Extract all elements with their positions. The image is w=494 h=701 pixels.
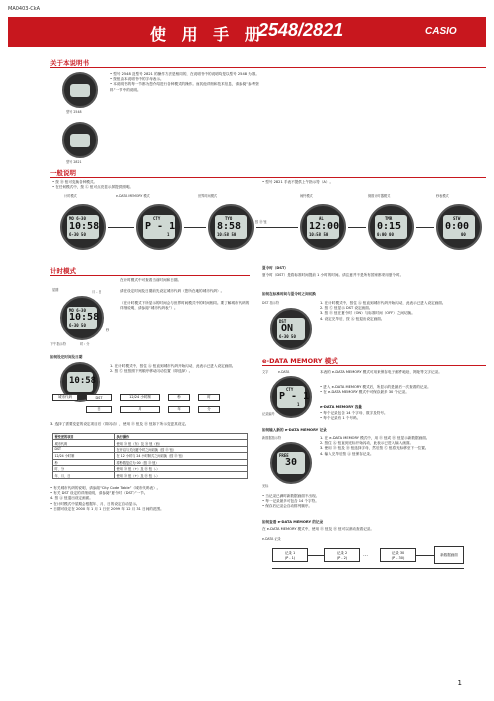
mode-label: 秒表模式 bbox=[436, 194, 449, 198]
general-note: • 型号 2821 手表不提供上午指示符（A）。 bbox=[262, 180, 334, 184]
view-records-text: 在 e-DATA MEMORY 模式中，使用 Ⓓ 钮及 Ⓑ 钮可以滚动查看记录。 bbox=[262, 527, 374, 531]
seq-seconds: 秒 bbox=[168, 394, 190, 401]
edata-bullet: • 进入 e-DATA MEMORY 模式后，所显示的是最后一次查看的记录。 bbox=[320, 385, 431, 389]
display-main: 0:00 bbox=[445, 221, 470, 232]
display-main: 10:58 bbox=[69, 312, 100, 323]
mode-diagram bbox=[50, 194, 486, 256]
seq-year: 年 bbox=[168, 406, 190, 413]
display-top: TMR bbox=[385, 216, 393, 221]
setting-sequence bbox=[52, 394, 252, 416]
callout-record-number: 记录编号 bbox=[262, 412, 275, 416]
table-header: 执行操作 bbox=[115, 434, 248, 440]
callout-seconds: 秒 bbox=[106, 328, 110, 332]
press-b-label: 按 Ⓑ 钮 bbox=[255, 220, 267, 224]
table-row bbox=[53, 472, 248, 478]
note: • 日期可设定在 2000 年 1 月 1 日至 2099 年 12 月 31 日间的范围。 bbox=[50, 506, 164, 511]
flow-label: e-DATA 记录 bbox=[262, 537, 281, 541]
display-top: CTY bbox=[153, 216, 161, 221]
mode-display-worldtime bbox=[208, 204, 254, 250]
display-main: 8:58 bbox=[217, 221, 242, 232]
manual-title: 使 用 手 册 bbox=[150, 25, 266, 44]
flow-record-1: 记录 1 (P - 1) bbox=[272, 548, 308, 562]
general-heading: 一般说明 bbox=[50, 169, 76, 177]
step-3: 3. 选择了需要变更的设定项目后（即闪动），使用 Ⓓ 钮及 Ⓑ 钮如下所示变更其设定。 bbox=[50, 422, 189, 426]
capacity-list bbox=[320, 411, 482, 421]
flow-record-2: 记录 2 (P - 2) bbox=[324, 548, 360, 562]
display-sub: 00 bbox=[461, 232, 466, 237]
display-top: MO 6-30 bbox=[69, 216, 86, 221]
timekeeping-para2: （在计时模式下所显示的时间会与世界时间模式中的时间相同。要了解城市代码的详细说明，请参阅“城市代码表”）。 bbox=[120, 301, 250, 311]
seq-12-24: 12/24 小时制 bbox=[120, 394, 160, 401]
about-bullet: • 本说明书的每一节都为您介绍进行各种模式的操作。而其他详细和技术信息，请参阅“参考资料”一节中的说明。 bbox=[110, 82, 259, 92]
table-cell: 使用 Ⓓ 钮（+）及 Ⓑ 钮（-） bbox=[115, 465, 248, 471]
display-sub: 6-30 50 bbox=[69, 232, 86, 237]
page-number: 1 bbox=[457, 679, 462, 687]
callout-hour-min: 时 : 分 bbox=[80, 342, 90, 346]
mode-display-timer bbox=[368, 204, 414, 250]
note: • 在计时模式中星期会根据年、月、日的设定自动显示。 bbox=[50, 501, 140, 506]
edata-notes bbox=[262, 494, 482, 510]
mode-label: e-DATA MEMORY 模式 bbox=[116, 194, 150, 198]
arrow-right-icon bbox=[416, 227, 434, 228]
capacity-item: • 每个记录包含 14 个字母、数字及符号。 bbox=[320, 411, 388, 415]
table-cell: DST bbox=[53, 446, 115, 452]
timekeeping-notes bbox=[50, 486, 250, 512]
display-sub: 1 bbox=[167, 232, 170, 237]
table-cell: 12/24 小时制 bbox=[53, 453, 115, 459]
new-record-heading: 如何输入新的 e-DATA MEMORY 记录 bbox=[262, 428, 327, 432]
step: 3. 按 Ⓓ 钮在夏令时（ON）与标准时间（OFF）之间切换。 bbox=[320, 311, 415, 316]
display-top: STW bbox=[453, 216, 461, 221]
dst-heading: 夏令时（DST） bbox=[262, 266, 288, 270]
set-time-heading: 如何设定时间及日期 bbox=[50, 355, 83, 359]
step: 4. 设定完毕后，按 Ⓐ 钮退出设定画面。 bbox=[320, 316, 385, 321]
table-cell: 在开启与关闭夏令时之间切换（按 Ⓓ 钮） bbox=[115, 446, 248, 452]
arrow-right-icon bbox=[256, 227, 298, 228]
divider bbox=[262, 365, 486, 366]
ellipsis-icon: … bbox=[363, 552, 368, 558]
step: 1. 在 e-DATA MEMORY 模式中，用 Ⓓ 钮或 Ⓑ 钮显示新数据画面。 bbox=[320, 436, 430, 440]
mode-display-alarm bbox=[300, 204, 346, 250]
display-top: CTY bbox=[286, 387, 294, 392]
table-cell: 将秒数复位为 00（按 Ⓓ 钮） bbox=[115, 459, 248, 465]
caption-2548: 型号 2548 bbox=[66, 110, 82, 114]
table-cell: 时、分 bbox=[53, 465, 115, 471]
display-top: DST bbox=[279, 319, 287, 324]
seq-dst: DST bbox=[86, 394, 112, 401]
mode-label: 倒数计时器模式 bbox=[368, 194, 391, 198]
step: 3. 使用 Ⓓ 钮及 Ⓑ 钮选择字母，然后按 Ⓒ 钮将光标移至下一位置。 bbox=[320, 446, 429, 451]
dst-display bbox=[270, 308, 312, 350]
watch-illustration-2548 bbox=[62, 72, 98, 108]
note: • 每一记录最多可包含 14 个字符。 bbox=[262, 499, 319, 504]
step: 2. 按住 Ⓐ 钮直到光标开始闪动，此表示已进入输入画面。 bbox=[320, 441, 414, 446]
general-bullet: • 按 Ⓑ 钮可变换各种模式。 bbox=[52, 180, 98, 184]
model-number: 2548/2821 bbox=[258, 20, 344, 40]
seq-city: 城市代码 bbox=[52, 394, 78, 401]
display-main: 12:00 bbox=[309, 221, 340, 232]
timekeeping-intro: 在计时模式中可查看当前时间和日期。 bbox=[120, 278, 182, 282]
dst-body: 夏令时（DST）是将标准时间提前 1 小时的时间。请注意并不是所有国家都采用夏令时。 bbox=[262, 273, 404, 277]
mode-label: 计时模式 bbox=[64, 194, 77, 198]
about-heading: 关于本说明书 bbox=[50, 59, 89, 67]
mode-display-stopwatch bbox=[436, 204, 482, 250]
new-data-indicator-label: 新数据指示符 bbox=[262, 436, 282, 440]
table-cell: 使用 Ⓓ 钮（+）及 Ⓑ 钮（-） bbox=[115, 472, 248, 478]
display-top: FREE bbox=[279, 453, 289, 458]
step: 1. 在计时模式中，按住 Ⓐ 钮直到城市代码开始闪动，此表示已进入设定画面。 bbox=[110, 364, 236, 368]
table-cell: 城市代码 bbox=[53, 440, 115, 446]
step: 1. 在计时模式中，按住 Ⓐ 钮直到城市代码开始闪动，此表示已进入设定画面。 bbox=[320, 301, 446, 305]
seq-day: 日 bbox=[86, 406, 112, 413]
new-record-steps bbox=[320, 436, 482, 457]
note: • 有关城市代码的说明，请参阅“City Code Table”（城市代码表）。 bbox=[50, 486, 161, 490]
brand-logo: CASIO bbox=[425, 26, 457, 37]
display-top: AL bbox=[319, 216, 324, 221]
note: • 当记录已满时新数据画面不出现。 bbox=[262, 494, 320, 498]
mode-label: 闹铃模式 bbox=[300, 194, 313, 198]
arrow-right-icon bbox=[348, 227, 366, 228]
note: • 有关 DST 设定的详细说明，请参阅“夏令时（DST）”一节。 bbox=[50, 491, 148, 496]
mode-display-timekeeping bbox=[60, 204, 106, 250]
display-sub: 6-30 50 bbox=[69, 323, 86, 328]
flow-record-30: 记录 30 (P - 30) bbox=[380, 548, 416, 562]
capacity-heading: e-DATA MEMORY 容量 bbox=[320, 405, 362, 409]
about-bullet: • 按钮由本说明书中的字母表示。 bbox=[110, 77, 164, 82]
edata-display bbox=[270, 376, 312, 418]
display-sub: 0:00 00 bbox=[377, 232, 394, 237]
timekeeping-para1: 请在设定时间及日期前先设定城市代码（您所在地的城市代码）。 bbox=[120, 289, 225, 293]
record-flow-diagram bbox=[262, 544, 482, 574]
arrow-right-icon bbox=[308, 555, 324, 556]
timekeeping-display bbox=[60, 296, 104, 340]
table-cell: 使用 Ⓓ 钮（东）及 Ⓑ 钮（西） bbox=[115, 440, 248, 446]
caption-2821: 型号 2821 bbox=[66, 160, 82, 164]
divider bbox=[50, 177, 486, 178]
divider bbox=[50, 67, 486, 68]
callout-pm: 下午指示符 bbox=[50, 342, 66, 346]
callout-month-day: 月 - 日 bbox=[92, 290, 102, 294]
display-main: 10:58 bbox=[69, 376, 97, 386]
arrow-right-icon bbox=[108, 227, 134, 228]
mode-display-edata bbox=[136, 204, 182, 250]
mode-label: 世界时间模式 bbox=[198, 194, 218, 198]
seq-minute: 分 bbox=[198, 406, 220, 413]
note: 4. 按 Ⓐ 钮退出设定画面。 bbox=[50, 496, 93, 501]
edata-intro: 本表的 e-DATA MEMORY 模式可用来保存电子邮件地址、网址等文字记录。 bbox=[320, 370, 442, 374]
display-main: 10:58 bbox=[69, 221, 100, 232]
table-cell: 秒 bbox=[53, 459, 115, 465]
callout-text: 文字 bbox=[262, 370, 269, 374]
doc-code: MA0403-CkA bbox=[8, 6, 41, 12]
display-main: P - 1 bbox=[279, 391, 310, 402]
step: 4. 输入完毕后按 Ⓐ 钮保存记录。 bbox=[320, 451, 374, 456]
dst-subheading: 如何在标准时间与夏令时之间切换 bbox=[262, 292, 316, 296]
capacity-item: • 每个记录有 1 个号码。 bbox=[320, 416, 361, 421]
callout-edata: e-DATA bbox=[278, 370, 290, 374]
callout-weekday: 星期 bbox=[52, 288, 59, 292]
arrow-right-icon bbox=[184, 227, 206, 228]
dst-steps bbox=[320, 301, 482, 322]
display-main: 30 bbox=[285, 457, 298, 468]
display-sub: 10:58 50 bbox=[309, 232, 329, 237]
divider bbox=[50, 275, 250, 276]
display-main: P - 1 bbox=[145, 221, 176, 232]
step: 2. 按 Ⓒ 钮显示 DST 设定画面。 bbox=[320, 306, 373, 311]
dst-label: DST 指示符 bbox=[262, 301, 280, 305]
timekeeping-heading: 计时模式 bbox=[50, 267, 76, 275]
display-main: ON bbox=[281, 323, 294, 334]
return-arrow-icon bbox=[272, 568, 464, 569]
table-cell: 在 12 小时与 24 小时制式之间切换（按 Ⓓ 钮） bbox=[115, 453, 248, 459]
view-records-heading: 如何查看 e-DATA MEMORY 的记录 bbox=[262, 520, 324, 524]
general-bullet: • 在任何模式中，按 Ⓛ 钮可点亮显示屏提供照明。 bbox=[52, 185, 134, 190]
display-sub: 1 bbox=[297, 402, 300, 407]
seq-hour: 时 bbox=[198, 394, 220, 401]
arrow-right-icon bbox=[416, 555, 434, 556]
edata-body bbox=[320, 385, 482, 395]
set-time-steps bbox=[110, 364, 250, 374]
display-sub: 10:58 50 bbox=[217, 232, 237, 237]
seq-month: 月 bbox=[120, 406, 160, 413]
display-top: TYO bbox=[225, 216, 233, 221]
about-bullets bbox=[110, 72, 260, 93]
watch-illustration-2821 bbox=[62, 122, 98, 158]
about-bullet: • 型号 2548 及型号 2821 的操作方法是相同的，在说明书中的说明均是以型号 2548 为准。 bbox=[110, 72, 259, 76]
general-bullets bbox=[52, 180, 252, 190]
edata-bullet: • 在 e-DATA MEMORY 模式中可保存最多 30 个记录。 bbox=[320, 390, 409, 395]
display-main: 0:15 bbox=[377, 221, 402, 232]
cursor-label: 光标 bbox=[262, 484, 269, 488]
edata-heading: e-DATA MEMORY 模式 bbox=[262, 357, 338, 365]
note: • 保存后记录会自动排列顺序。 bbox=[262, 504, 312, 509]
display-sub: 6-30 50 bbox=[279, 334, 296, 339]
table-header: 要变更的项目 bbox=[53, 434, 115, 440]
step: 2. 按 Ⓒ 钮按照下列顺序移动闪动位置（即选择）。 bbox=[110, 369, 193, 374]
display-top: MO 6-30 bbox=[69, 308, 86, 313]
settings-table bbox=[52, 433, 248, 479]
flow-new-data: 新数据画面 bbox=[434, 546, 464, 564]
new-record-display bbox=[270, 442, 312, 484]
table-cell: 年、月、日 bbox=[53, 472, 115, 478]
